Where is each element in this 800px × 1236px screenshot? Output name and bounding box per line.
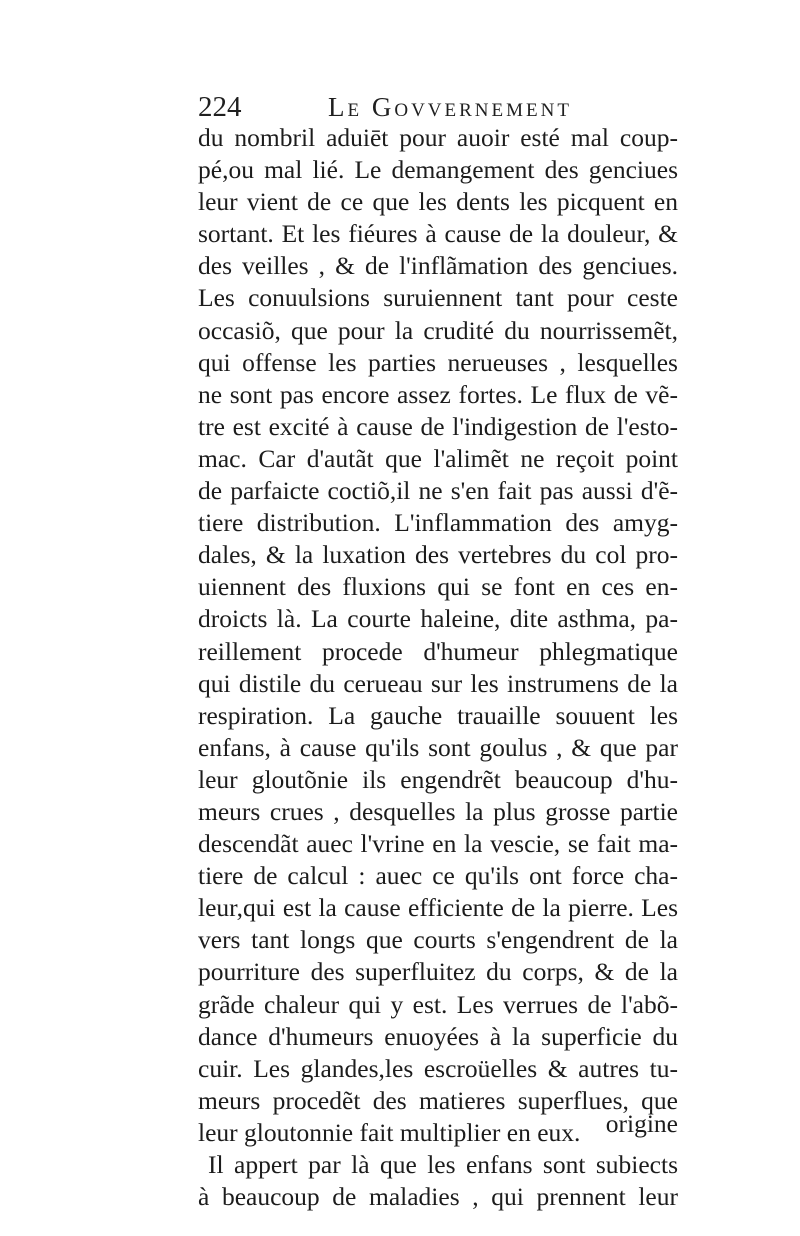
page-header [198, 90, 698, 124]
text-line: respiration. La gauche trauaille souuent les [198, 700, 678, 730]
text-line: tiere de calcul : auec ce qu'ils ont force cha- [198, 861, 678, 891]
text-line: meurs crues , desquelles la plus grosse partie [198, 796, 678, 826]
text-line: mac. Car d'autãt que l'alimẽt ne reçoit point [198, 443, 678, 473]
text-line: ne sont pas encore assez fortes. Le flux de vẽ- [198, 379, 678, 409]
text-line: leur gloutonnie fait multiplier en eux. [198, 1117, 581, 1147]
text-line: sortant. Et les fiéures à cause de la douleur, & [198, 219, 678, 249]
text-line: Les conuulsions suruiennent tant pour ceste [198, 283, 678, 313]
text-line: leur,qui est la cause efficiente de la pierre. Les [198, 893, 678, 923]
text-line: leur gloutõnie ils engendrẽt beaucoup d'hu- [198, 764, 678, 794]
text-line: qui offense les parties nerueuses , lesquelles [198, 347, 678, 377]
page-number: 224 [198, 91, 242, 123]
body-text [198, 122, 678, 1213]
text-line: reillement procede d'humeur phlegmatique [198, 636, 678, 666]
text-line: tre est excité à cause de l'indigestion de l'esto- [198, 411, 678, 441]
text-line: de parfaicte coctiõ,il ne s'en fait pas aussi d'ẽ- [198, 476, 678, 506]
text-line: des veilles , & de l'inflãmation des genciues. [198, 251, 678, 281]
text-line: cuir. Les glandes,les escroüelles & autres tu- [198, 1053, 678, 1083]
text-line: pé,ou mal lié. Le demangement des genciues [198, 155, 678, 185]
text-line: meurs procedẽt des matieres superflues, que [198, 1085, 678, 1115]
text-line: vers tant longs que courts s'engendrent de la [198, 925, 678, 955]
text-line: dales, & la luxation des vertebres du col pro- [198, 540, 678, 570]
text-line: occasiõ, que pour la crudité du nourrissemẽt, [198, 315, 678, 345]
text-line: droicts là. La courte haleine, dite asthma, pa- [198, 604, 678, 634]
text-line: uiennent des fluxions qui se font en ces en- [198, 572, 678, 602]
paragraph-start-line: Il appert par là que les enfans sont subiects [208, 1150, 678, 1179]
text-line: descendãt auec l'vrine en la vescie, se fait ma- [198, 829, 678, 859]
text-line: dance d'humeurs enuoyées à la superficie du [198, 1021, 678, 1051]
text-line: enfans, à cause qu'ils sont goulus , & que par [198, 732, 678, 762]
catchword: origine [605, 1109, 678, 1138]
text-line: à beaucoup de maladies , qui prennent leur [198, 1182, 678, 1212]
text-line: du nombril aduiēt pour auoir esté mal coup- [198, 123, 678, 152]
text-line: leur vient de ce que les dents les picquent en [198, 187, 678, 217]
running-title: Le Govvernement [328, 92, 572, 122]
text-line: tiere distribution. L'inflammation des amyg- [198, 508, 678, 538]
text-line: qui distile du cerueau sur les instrumens de la [198, 668, 678, 698]
text-line: pourriture des superfluitez du corps, & de la [198, 957, 678, 987]
text-line: grãde chaleur qui y est. Les verrues de l'abõ- [198, 989, 678, 1019]
